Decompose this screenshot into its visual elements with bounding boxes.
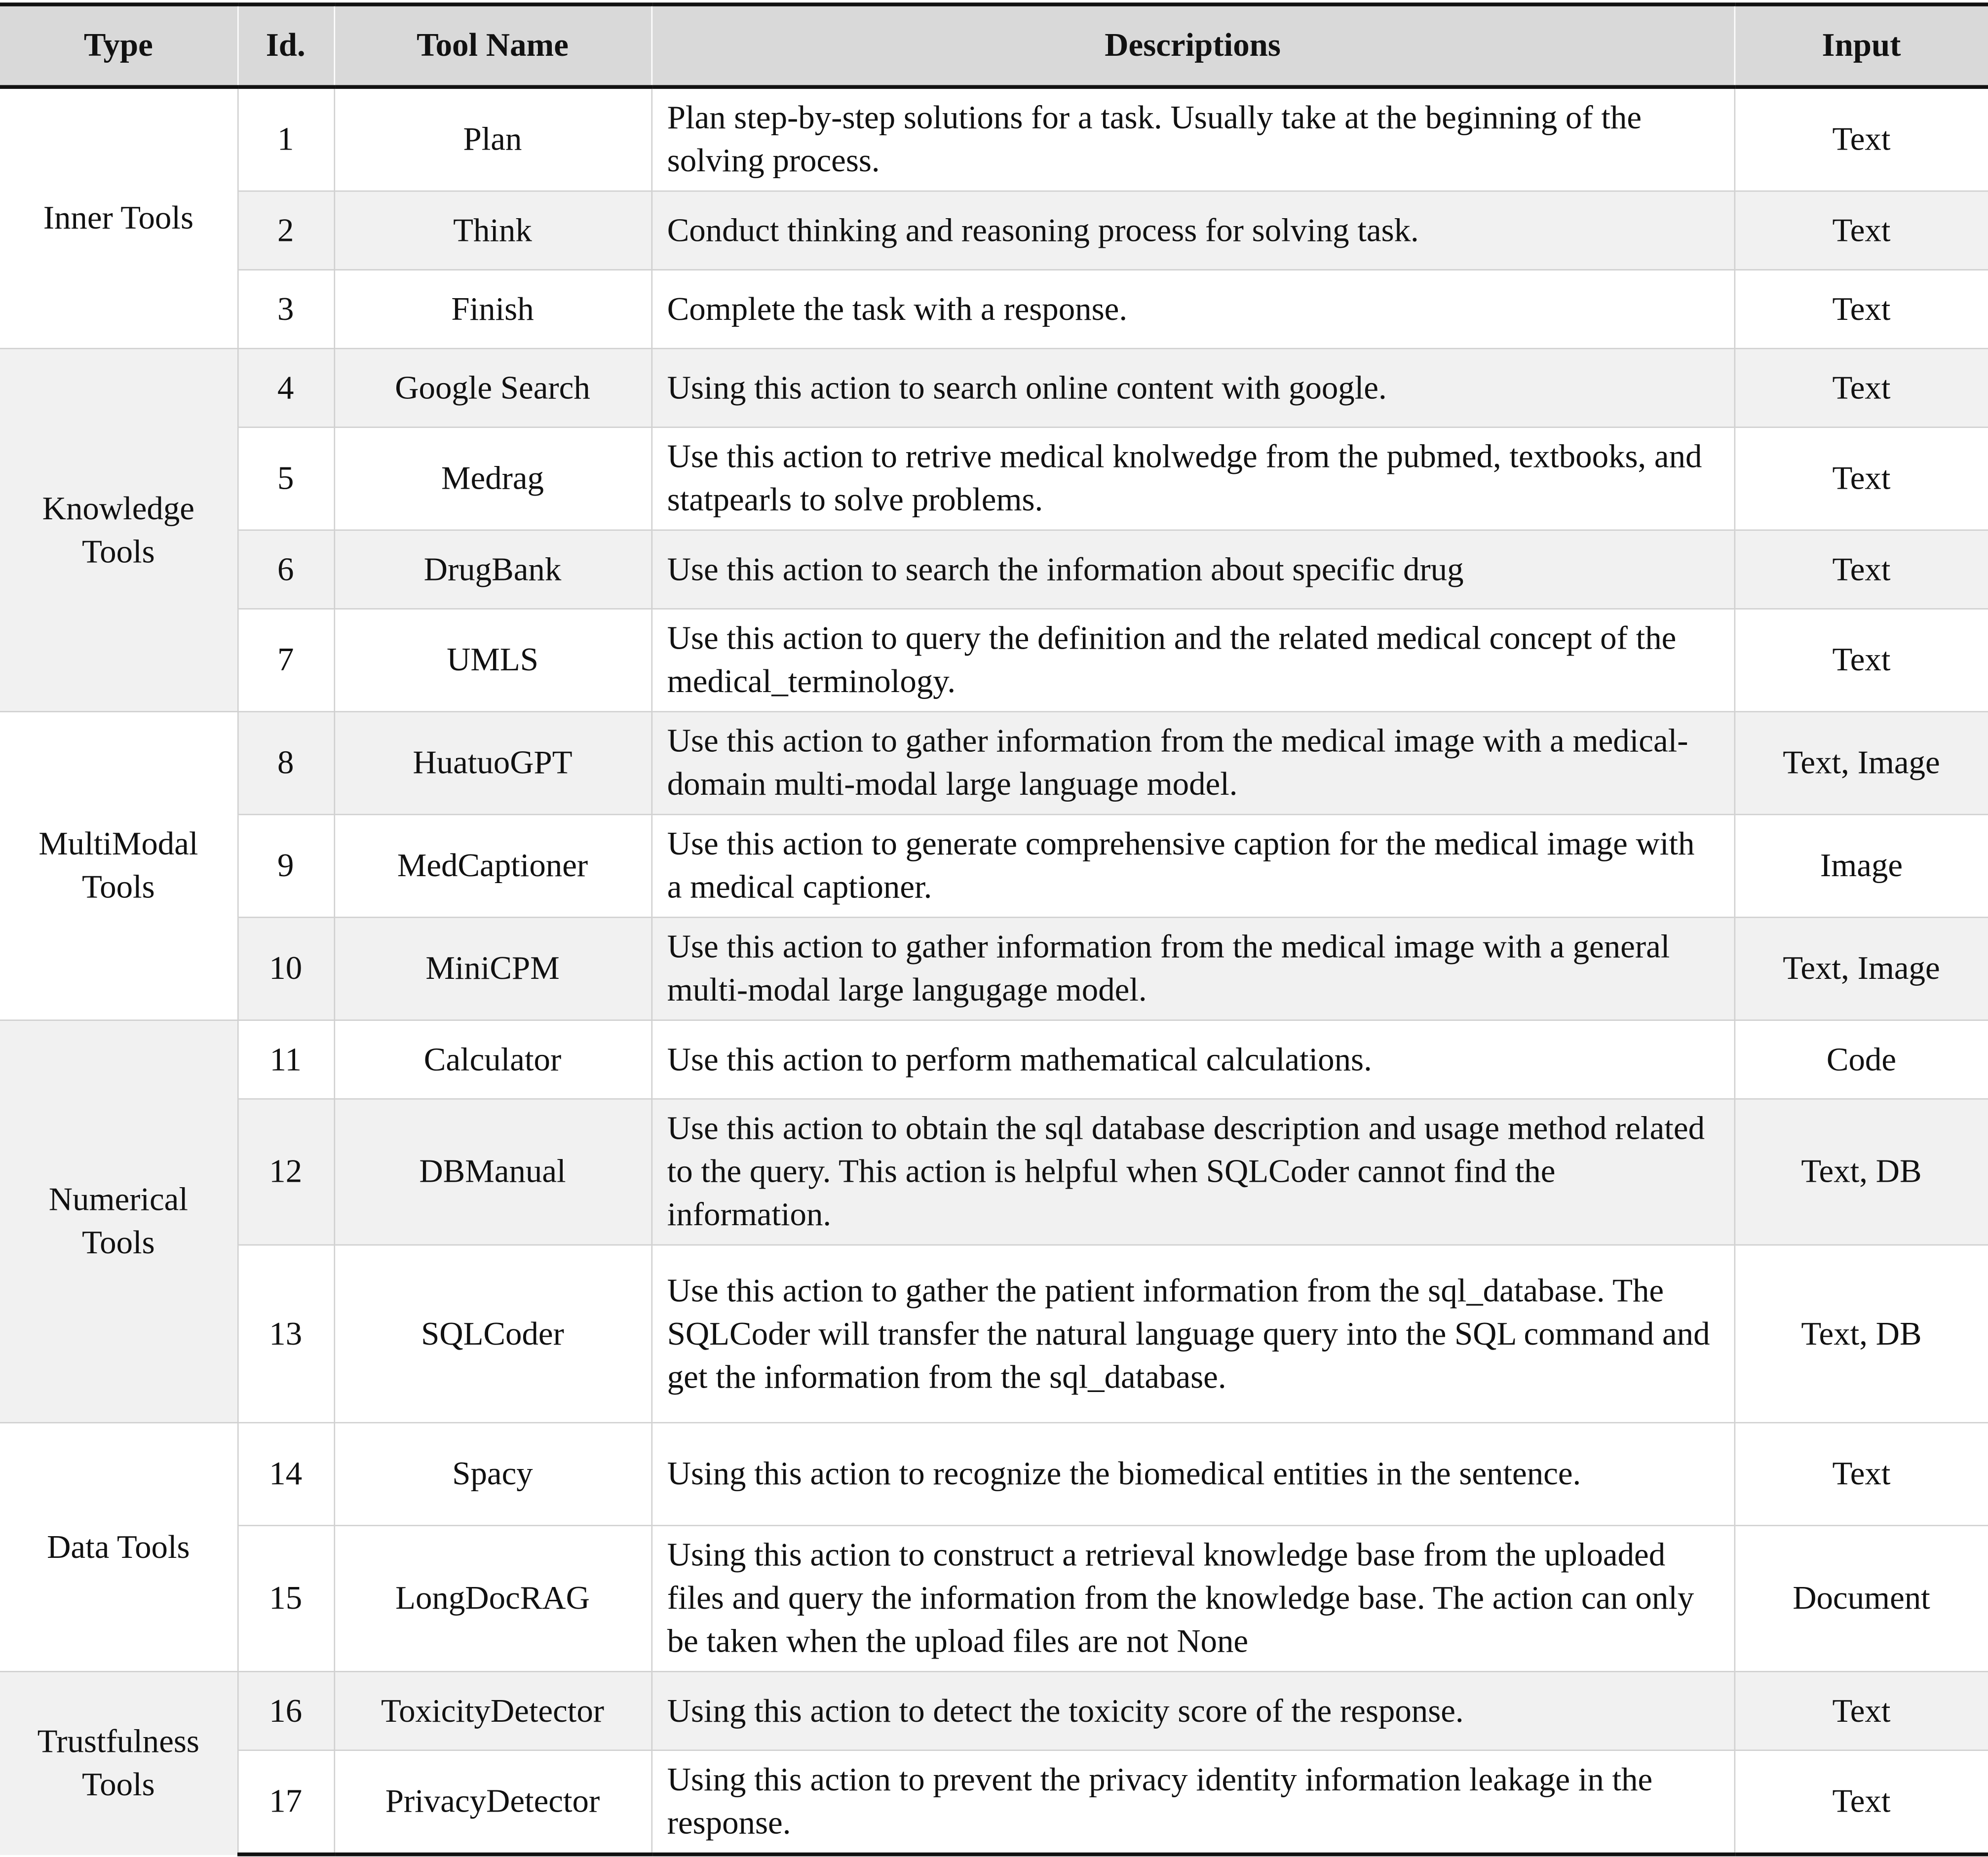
row-id: 2 bbox=[237, 191, 334, 270]
group-label-text: Knowledge Tools bbox=[42, 489, 194, 570]
row-description: Use this action to search the information about specific drug bbox=[651, 530, 1734, 609]
row-id: 17 bbox=[237, 1750, 334, 1855]
row-description: Use this action to perform mathematical calculations. bbox=[651, 1020, 1734, 1099]
group-label bbox=[0, 1020, 237, 1423]
row-input: Text bbox=[1734, 87, 1988, 191]
row-input: Code bbox=[1734, 1020, 1988, 1099]
table-row bbox=[0, 1671, 1988, 1750]
row-description: Using this action to prevent the privacy identity information leakage in the response. bbox=[651, 1750, 1734, 1855]
row-input: Text bbox=[1734, 427, 1988, 530]
group-label: Inner Tools bbox=[0, 87, 237, 348]
group-label-text: Trustfulness Tools bbox=[37, 1722, 199, 1803]
row-id: 16 bbox=[237, 1671, 334, 1750]
table-row bbox=[0, 1750, 1988, 1855]
row-id: 15 bbox=[237, 1525, 334, 1671]
row-description: Use this action to gather information from the medical image with a medical-domain multi-modal large language model. bbox=[651, 712, 1734, 814]
row-id: 6 bbox=[237, 530, 334, 609]
row-description: Using this action to search online content with google. bbox=[651, 348, 1734, 427]
row-tool-name: Spacy bbox=[334, 1423, 651, 1525]
row-description: Use this action to gather information from the medical image with a general multi-modal large langugage model. bbox=[651, 917, 1734, 1020]
row-input: Image bbox=[1734, 814, 1988, 917]
table-row bbox=[0, 917, 1988, 1020]
group-label-text: MultiModal Tools bbox=[38, 825, 198, 905]
group-label bbox=[0, 1671, 237, 1854]
row-input: Text, DB bbox=[1734, 1245, 1988, 1423]
table-row bbox=[0, 348, 1988, 427]
row-tool-name: Calculator bbox=[334, 1020, 651, 1099]
table-row bbox=[0, 427, 1988, 530]
row-id: 3 bbox=[237, 270, 334, 348]
row-tool-name: MedCaptioner bbox=[334, 814, 651, 917]
row-id: 11 bbox=[237, 1020, 334, 1099]
group-label bbox=[0, 712, 237, 1020]
row-input: Document bbox=[1734, 1525, 1988, 1671]
table-row bbox=[0, 814, 1988, 917]
table-row bbox=[0, 712, 1988, 814]
row-tool-name: Think bbox=[334, 191, 651, 270]
row-id: 4 bbox=[237, 348, 334, 427]
row-tool-name: UMLS bbox=[334, 609, 651, 711]
row-input: Text bbox=[1734, 191, 1988, 270]
row-id: 12 bbox=[237, 1099, 334, 1245]
row-tool-name: PrivacyDetector bbox=[334, 1750, 651, 1855]
group-label: Data Tools bbox=[0, 1423, 237, 1671]
table-row bbox=[0, 87, 1988, 191]
row-description: Use this action to query the definition and the related medical concept of the medical_terminology. bbox=[651, 609, 1734, 711]
row-description: Using this action to construct a retrieval knowledge base from the uploaded files and query the information from the knowledge base. The action can only be taken when the upload files are not None bbox=[651, 1525, 1734, 1671]
header-tool-name: Tool Name bbox=[334, 4, 651, 87]
header-row bbox=[0, 4, 1988, 87]
tools-table bbox=[0, 2, 1988, 1856]
row-tool-name: Google Search bbox=[334, 348, 651, 427]
row-input: Text bbox=[1734, 270, 1988, 348]
header-descriptions: Descriptions bbox=[651, 4, 1734, 87]
row-input: Text bbox=[1734, 348, 1988, 427]
row-description: Using this action to recognize the biomedical entities in the sentence. bbox=[651, 1423, 1734, 1525]
row-id: 10 bbox=[237, 917, 334, 1020]
row-tool-name: MiniCPM bbox=[334, 917, 651, 1020]
row-description: Complete the task with a response. bbox=[651, 270, 1734, 348]
row-input: Text bbox=[1734, 530, 1988, 609]
row-description: Conduct thinking and reasoning process for solving task. bbox=[651, 191, 1734, 270]
row-tool-name: Plan bbox=[334, 87, 651, 191]
row-tool-name: Finish bbox=[334, 270, 651, 348]
header-type: Type bbox=[0, 4, 237, 87]
row-tool-name: ToxicityDetector bbox=[334, 1671, 651, 1750]
row-input: Text bbox=[1734, 609, 1988, 711]
row-input: Text bbox=[1734, 1671, 1988, 1750]
table-row bbox=[0, 1099, 1988, 1245]
row-description: Use this action to gather the patient information from the sql_database. The SQLCoder will transfer the natural language query into the SQL command and get the information from the sql_database. bbox=[651, 1245, 1734, 1423]
row-tool-name: DBManual bbox=[334, 1099, 651, 1245]
header-input: Input bbox=[1734, 4, 1988, 87]
table-row bbox=[0, 270, 1988, 348]
row-input: Text, DB bbox=[1734, 1099, 1988, 1245]
row-tool-name: DrugBank bbox=[334, 530, 651, 609]
row-description: Use this action to retrive medical knolwedge from the pubmed, textbooks, and statpearls to solve problems. bbox=[651, 427, 1734, 530]
row-id: 8 bbox=[237, 712, 334, 814]
group-label bbox=[0, 348, 237, 712]
row-input: Text bbox=[1734, 1750, 1988, 1855]
row-description: Use this action to generate comprehensive caption for the medical image with a medical captioner. bbox=[651, 814, 1734, 917]
table-row bbox=[0, 1525, 1988, 1671]
header-id: Id. bbox=[237, 4, 334, 87]
row-id: 1 bbox=[237, 87, 334, 191]
table-row bbox=[0, 609, 1988, 711]
table-row bbox=[0, 1245, 1988, 1423]
row-id: 14 bbox=[237, 1423, 334, 1525]
row-input: Text, Image bbox=[1734, 917, 1988, 1020]
row-tool-name: SQLCoder bbox=[334, 1245, 651, 1423]
row-description: Plan step-by-step solutions for a task. Usually take at the beginning of the solving process. bbox=[651, 87, 1734, 191]
row-input: Text, Image bbox=[1734, 712, 1988, 814]
row-description: Use this action to obtain the sql database description and usage method related to the query. This action is helpful when SQLCoder cannot find the information. bbox=[651, 1099, 1734, 1245]
row-id: 7 bbox=[237, 609, 334, 711]
row-id: 5 bbox=[237, 427, 334, 530]
row-tool-name: HuatuoGPT bbox=[334, 712, 651, 814]
table-row bbox=[0, 191, 1988, 270]
row-tool-name: LongDocRAG bbox=[334, 1525, 651, 1671]
group-label-text: Numerical Tools bbox=[48, 1181, 188, 1261]
table-row bbox=[0, 1020, 1988, 1099]
row-tool-name: Medrag bbox=[334, 427, 651, 530]
table-row bbox=[0, 1423, 1988, 1525]
row-id: 9 bbox=[237, 814, 334, 917]
table-row bbox=[0, 530, 1988, 609]
row-id: 13 bbox=[237, 1245, 334, 1423]
row-description: Using this action to detect the toxicity score of the response. bbox=[651, 1671, 1734, 1750]
row-input: Text bbox=[1734, 1423, 1988, 1525]
